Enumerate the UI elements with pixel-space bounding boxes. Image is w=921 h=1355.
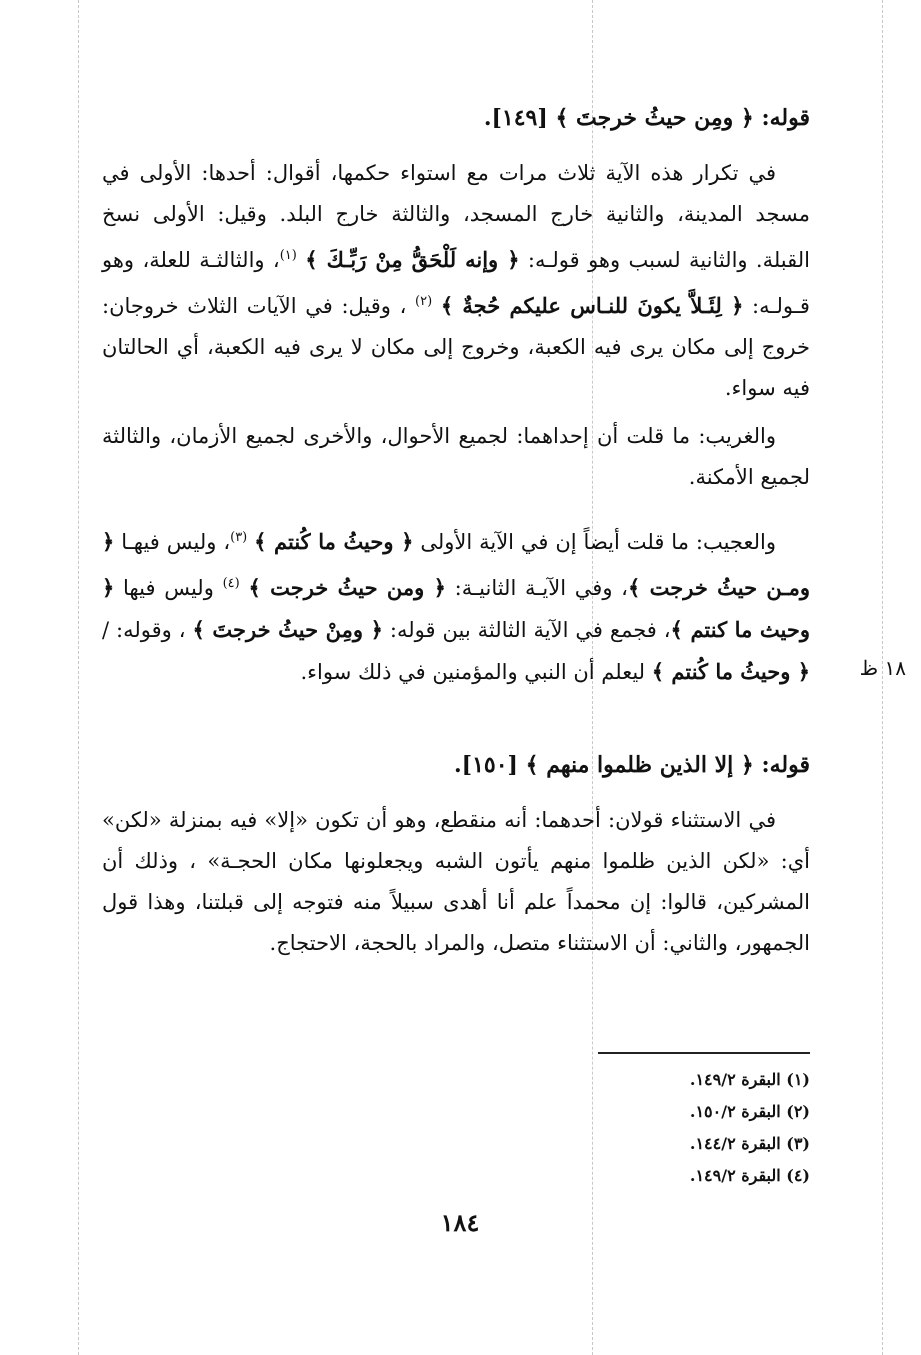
section-2-paragraph-1: في الاستثناء قولان: أحدهما: أنه منقطع، وهو أن تكون «إلا» فيه بمنزلة «لكن» أي: «لكن الذين ظلموا منهم يأتون الشبه ويجعلونها مكان الحجـة» ، وذلك أن المشركين، قالوا: إن محمداً علم أنا أهدى سبيلاً منه فتوجه إلى قبلتنا، وهذا قول الجمهور، والثاني: أن الاستثناء متصل، والمراد بالحجة، الاحتجاج.: [102, 808, 810, 955]
section-1-paragraph-2: والغريب: ما قلت أن إحداهما: لجميع الأحوال، والأخرى لجميع الأزمان، والثالثة لجميع الأمكنة.: [102, 424, 810, 489]
quran-quote: ﴿ لِئَـلاَّ يكونَ للنـاس عليكم حُجةٌ ﴾: [440, 293, 744, 318]
quran-quote: ﴿ وحيثُ ما كُنتم ﴾: [254, 529, 414, 554]
paragraph-text: في تكرار هذه الآية ثلاث مرات مع استواء حكمها، أقوال: أحدها: الأولى في مسجد المدينة، والثانية خارج المسجد، والثالثة خارج البلد. وقيل: الأولى نسخ القبلة. والثانية لسبب وهو قولـه:: [102, 161, 811, 272]
heading-quran-quote: ﴿ ومِن حيثُ خرجتَ ﴾: [555, 105, 754, 131]
footnotes: [560, 1064, 810, 1192]
heading-verse-ref: [١٥٠].: [454, 752, 518, 778]
quran-quote: ﴿ ومن حيثُ خرجت ﴾: [248, 575, 446, 600]
paragraph-text: ، وليس فيهـا: [121, 530, 231, 554]
section-1-body-2: [102, 416, 810, 498]
manuscript-folio-note: ١٨ ظ: [859, 656, 906, 680]
section-2-body: [102, 800, 810, 964]
footnote-marker: (١): [279, 248, 297, 263]
scan-fold-line-left: [78, 0, 79, 1355]
section-1-body-3: [102, 517, 810, 693]
heading-prefix: قوله:: [761, 752, 810, 778]
paragraph-text: والعجيب: ما قلت أيضاً إن في الآية الأولى: [420, 530, 776, 554]
footnote-marker: (٢): [415, 294, 433, 309]
footnote-marker: (٤): [222, 576, 240, 591]
section-1-body: [102, 153, 810, 409]
paragraph-text: ، فجمع في الآية الثالثة بين قوله:: [389, 618, 671, 642]
heading-prefix: قوله:: [761, 105, 810, 131]
quran-quote: ﴿ وحيث ما كنتم ﴾: [102, 575, 810, 642]
section-1: [102, 98, 810, 138]
footnote-3: (٣) البقرة ١٤٤/٢.: [689, 1134, 810, 1153]
heading-quran-quote: ﴿ إلا الذين ظلموا منهم ﴾: [525, 752, 754, 778]
paragraph-text: ، وفي الآيـة الثانيـة:: [454, 576, 628, 600]
footnote-1: (١) البقرة ١٤٩/٢.: [689, 1070, 810, 1089]
quran-quote: ﴿ ومِنْ حيثُ خرجتَ ﴾: [192, 617, 383, 642]
paragraph-text: ليعلم أن النبي والمؤمنين في ذلك سواء.: [300, 660, 646, 684]
quran-quote: ﴿ ومـن حيثُ خرجت ﴾: [102, 529, 810, 600]
quran-quote: ﴿ وإنه لَلْحَقُّ مِنْ رَبِّـكَ ﴾: [305, 247, 520, 272]
quran-quote: ﴿ وحيثُ ما كُنتم ﴾: [651, 659, 810, 684]
section-1-paragraph-3: [102, 517, 810, 693]
section-2: [102, 745, 810, 785]
footnote-4: (٤) البقرة ١٤٩/٢.: [689, 1166, 810, 1185]
footnote-2: (٢) البقرة ١٥٠/٢.: [689, 1102, 810, 1121]
section-2-heading: [102, 745, 810, 785]
page-number: ١٨٤: [440, 1208, 480, 1237]
paragraph-text: وليس فيها: [123, 576, 214, 600]
footnote-marker: (٣): [230, 530, 248, 545]
paragraph-text: ، وقوله: /: [102, 618, 186, 642]
paragraph-text: ، وقيل: في الآيات الثلاث خروجان: خروج إلى مكان يرى فيه الكعبة، وخروج إلى مكان لا يرى فيه الكعبة، أي الحالتان فيه سواء.: [102, 294, 810, 400]
heading-verse-ref: [١٤٩].: [483, 105, 548, 131]
section-1-paragraph-1: [102, 153, 810, 409]
paragraph-text: ، والثالثـة للعلة، وهو قـولـه:: [102, 248, 810, 318]
section-1-heading: [102, 98, 810, 138]
footnote-separator: [598, 1052, 810, 1054]
